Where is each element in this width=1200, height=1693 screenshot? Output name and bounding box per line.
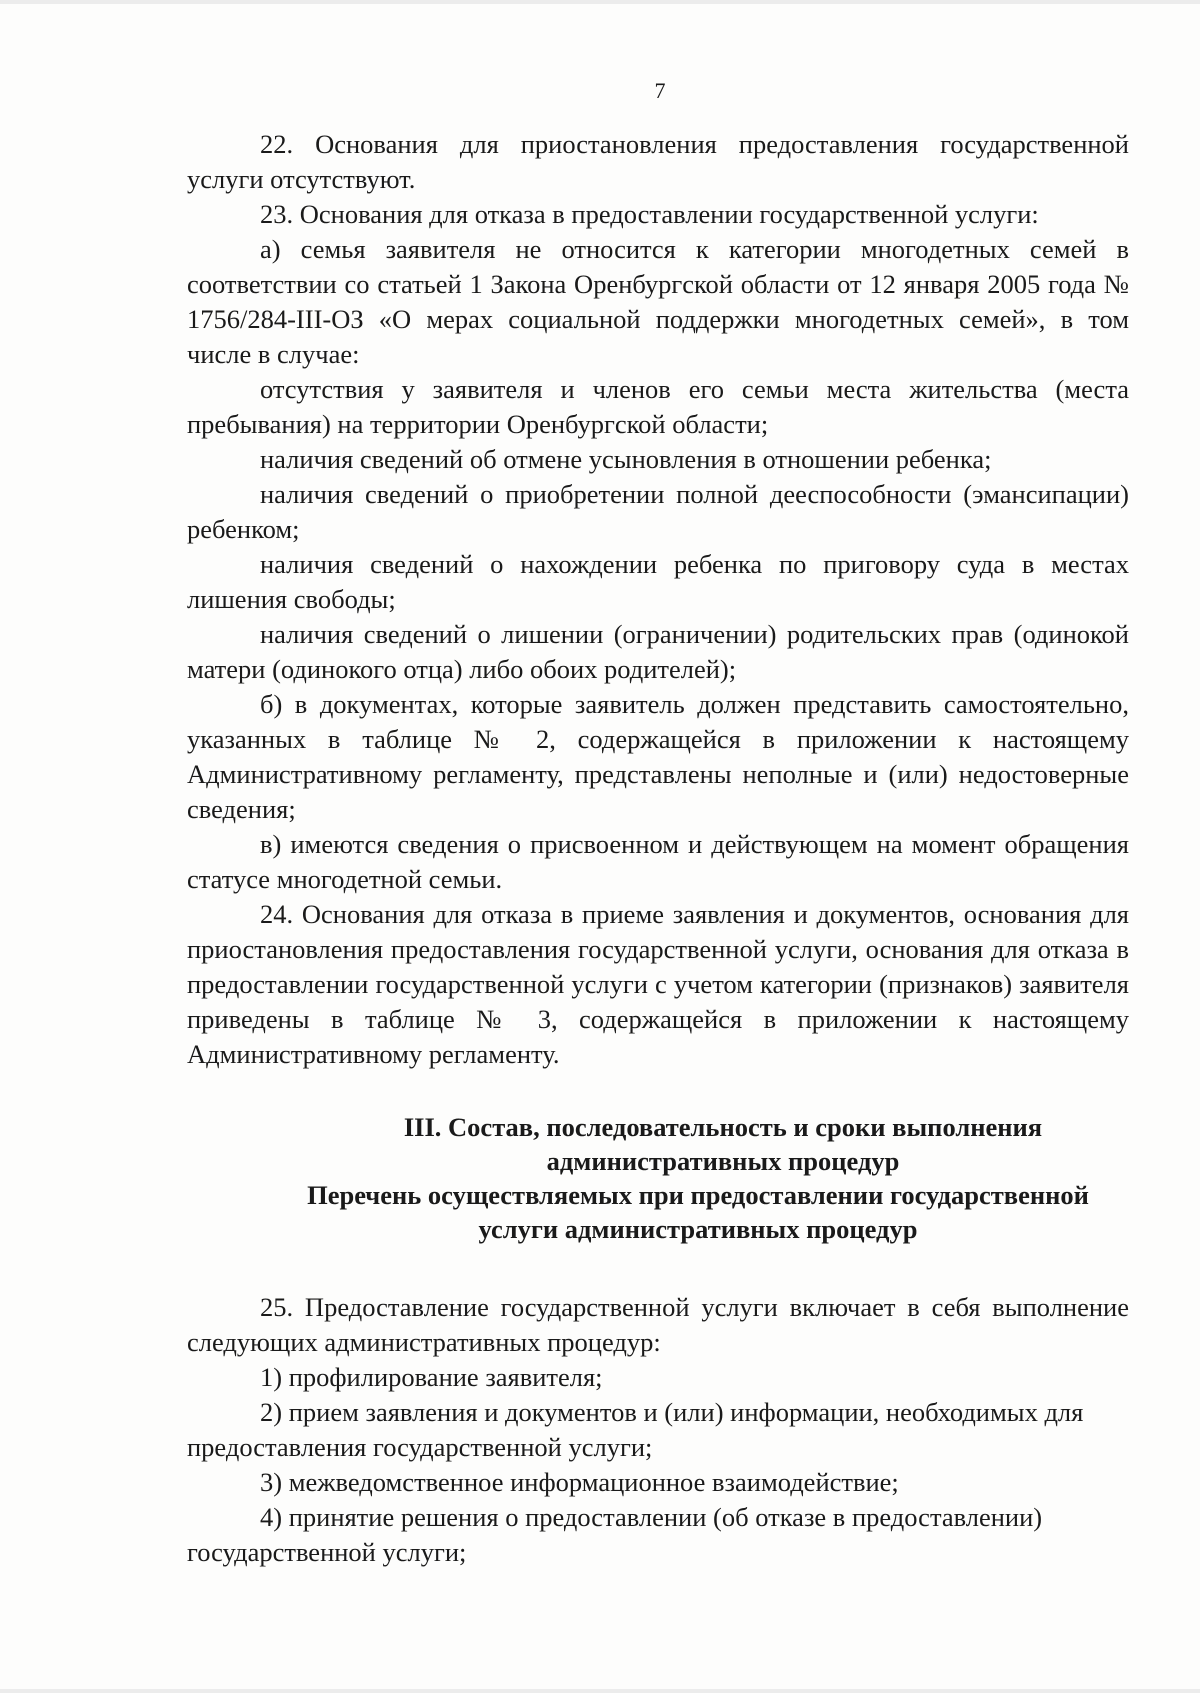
body-text	[187, 127, 1129, 1072]
section-title: III. Состав, последовательность и сроки выполнения	[403, 1112, 1043, 1142]
body-text-procedures	[187, 1290, 1129, 1570]
paragraph-23-a-imprisonment: наличия сведений о нахождении ребенка по приговору суда в местах лишения свободы;	[187, 549, 1129, 614]
procedure-item-3: 3) межведомственное информационное взаимодействие;	[260, 1467, 899, 1497]
subsection-title: Перечень осуществляемых при предоставлении государственной	[307, 1180, 1089, 1210]
procedure-item-2: 2) прием заявления и документов и (или) информации, необходимых для предоставления государственной услуги;	[187, 1397, 1084, 1462]
paragraph-23: 23. Основания для отказа в предоставлении государственной услуги:	[260, 199, 1039, 229]
paragraph-23-a-adoption: наличия сведений об отмене усыновления в отношении ребенка;	[260, 444, 992, 474]
subsection-title-cont: услуги административных процедур	[478, 1214, 918, 1244]
section-heading	[187, 1110, 1129, 1246]
paragraph-23-a-residence: отсутствия у заявителя и членов его семьи места жительства (места пребывания) на территории Оренбургской области;	[187, 374, 1129, 439]
section-title-cont: административных процедур	[546, 1146, 900, 1176]
procedure-item-4: 4) принятие решения о предоставлении (об отказе в предоставлении) государственной услуги;	[187, 1502, 1043, 1567]
scan-artifact	[0, 1689, 1200, 1693]
paragraph-23-v: в) имеются сведения о присвоенном и действующем на момент обращения статусе многодетной семьи.	[187, 829, 1129, 894]
paragraph-23-a: а) семья заявителя не относится к категории многодетных семей в соответствии со статьей 1 Закона Оренбургской области от 12 января 2005 года № 1756/284-III-ОЗ «О мерах социальной поддержки многодетных семей», в том числе в случае:	[187, 234, 1129, 369]
procedure-item-1: 1) профилирование заявителя;	[260, 1362, 603, 1392]
paragraph-25: 25. Предоставление государственной услуги включает в себя выполнение следующих административных процедур:	[187, 1292, 1129, 1357]
page-number: 7	[654, 78, 666, 103]
scan-artifact	[0, 0, 1200, 4]
paragraph-24: 24. Основания для отказа в приеме заявления и документов, основания для приостановления предоставления государственной услуги, основания для отказа в предоставлении государственной услуги с учетом категории (признаков) заявителя приведены в таблице № 3, содержащейся в приложении к настоящему Административному регламенту.	[187, 899, 1129, 1069]
paragraph-23-b: б) в документах, которые заявитель должен представить самостоятельно, указанных в таблице № 2, содержащейся в приложении к настоящему Административному регламенту, представлены неполные и (или) недостоверные сведения;	[187, 689, 1129, 824]
paragraph-22: 22. Основания для приостановления предоставления государственной услуги отсутствуют.	[187, 129, 1129, 194]
paragraph-23-a-emancipation: наличия сведений о приобретении полной дееспособности (эмансипации) ребенком;	[187, 479, 1129, 544]
paragraph-23-a-parental-rights: наличия сведений о лишении (ограничении) родительских прав (одинокой матери (одинокого отца) либо обоих родителей);	[187, 619, 1129, 684]
